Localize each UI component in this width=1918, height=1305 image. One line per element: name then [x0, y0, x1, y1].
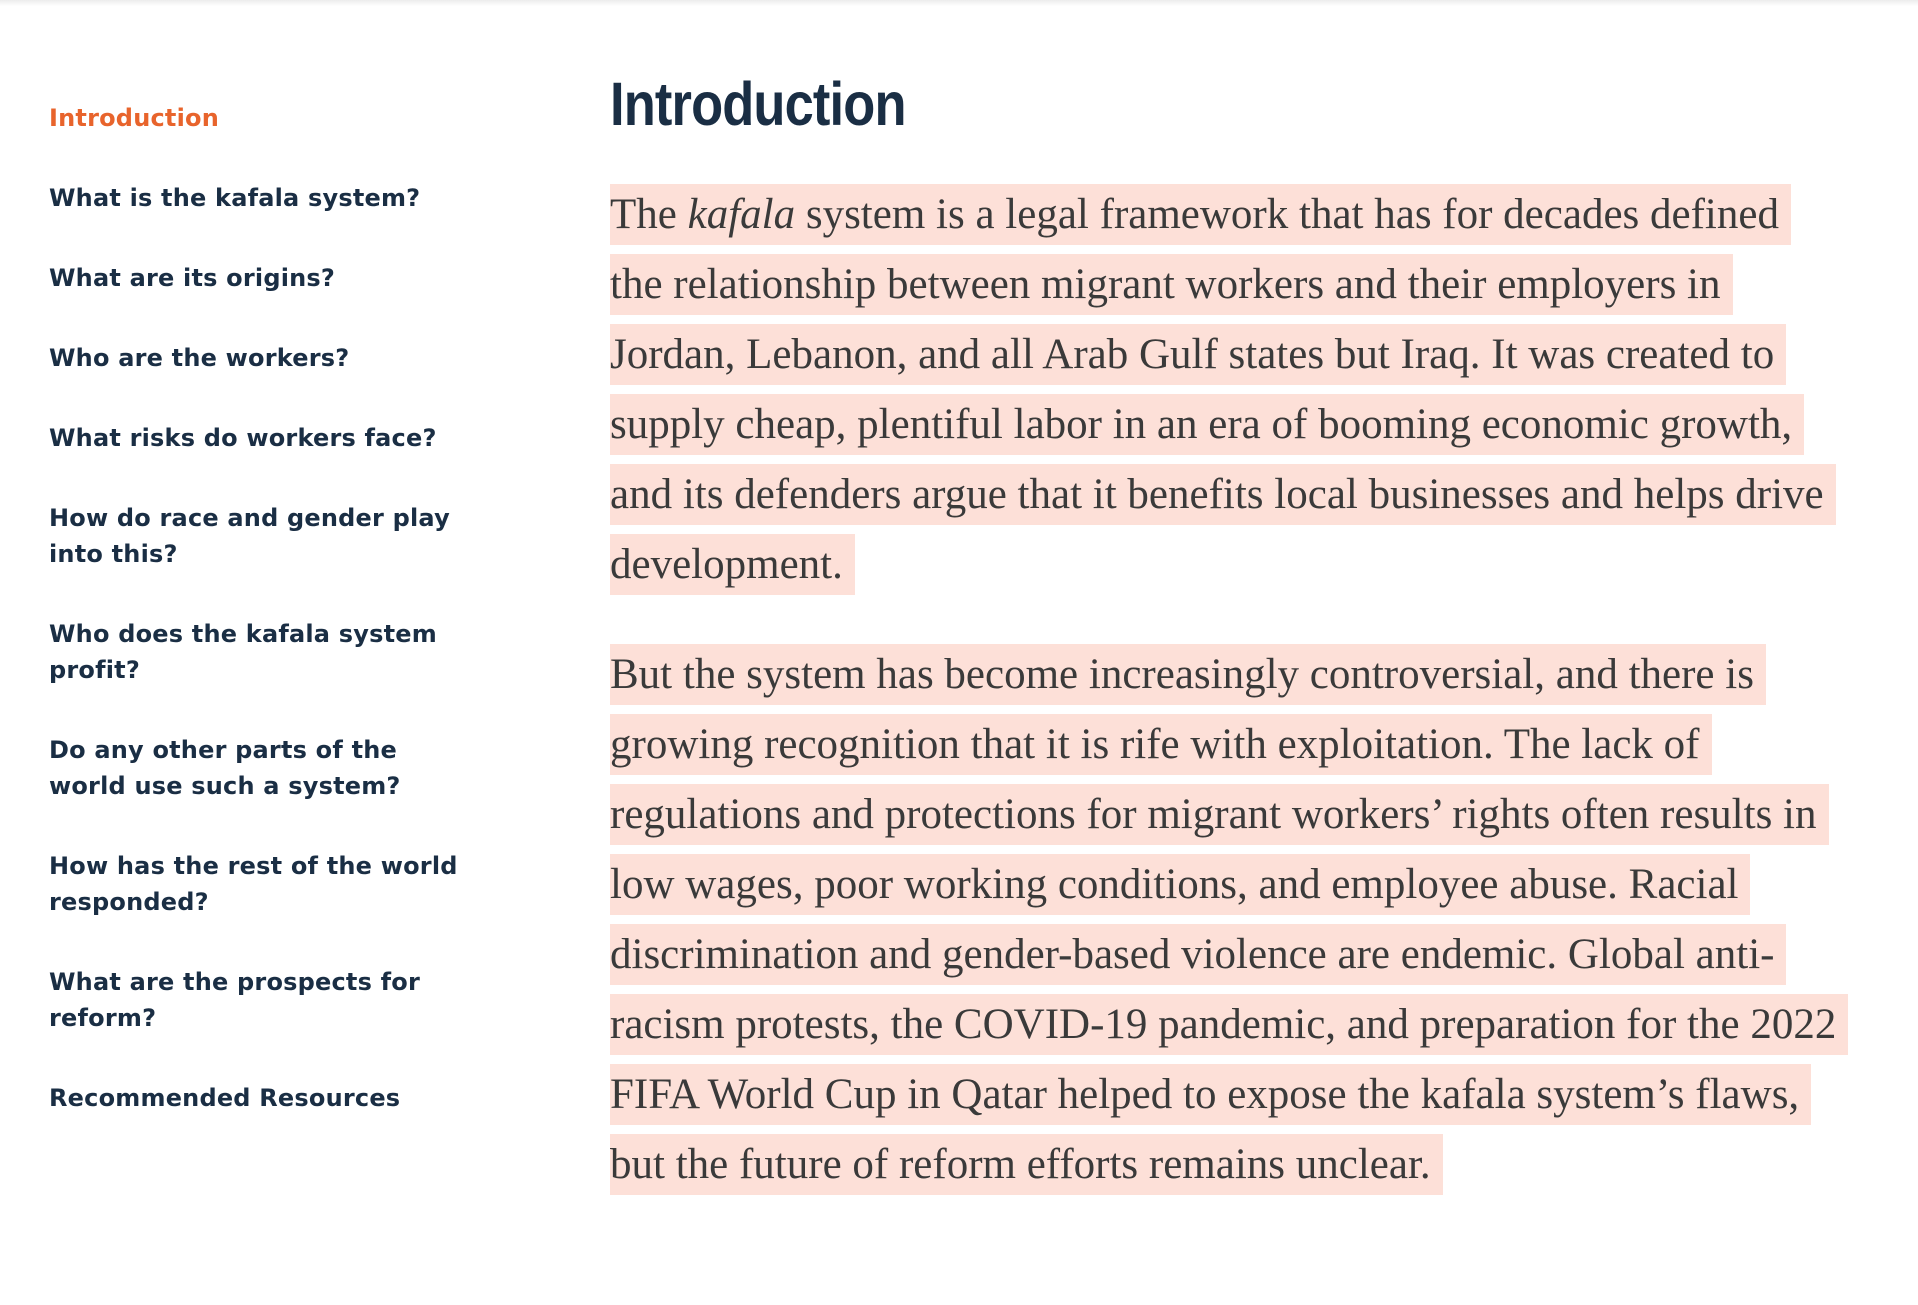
- toc-item-world-response[interactable]: How has the rest of the world responded?: [49, 852, 458, 916]
- highlighted-text: [610, 644, 1848, 1195]
- paragraph-text: system is a legal framework that has for decades defined the relationship between migrant workers and their employers in Jordan, Lebanon, and all Arab Gulf states but Iraq. It was created to supply cheap, plentiful labor in an era of booming economic growth, and its defenders argue that it benefits local businesses and helps drive development.: [610, 191, 1824, 588]
- toc-item-introduction[interactable]: Introduction: [49, 104, 219, 132]
- page-title: Introduction: [610, 70, 906, 138]
- table-of-contents: [49, 100, 469, 1160]
- toc-item-resources[interactable]: Recommended Resources: [49, 1084, 401, 1112]
- toc-item-race-gender[interactable]: How do race and gender play into this?: [49, 504, 450, 568]
- toc-item-profit[interactable]: Who does the kafala system profit?: [49, 620, 437, 684]
- italic-term: kafala: [687, 191, 796, 238]
- toc-item-other-parts[interactable]: Do any other parts of the world use such a system?: [49, 736, 401, 800]
- toc-item-workers[interactable]: Who are the workers?: [49, 344, 350, 372]
- article-paragraph-2: [610, 640, 1840, 1200]
- paragraph-text: The: [610, 191, 688, 238]
- highlighted-text: [610, 184, 1836, 595]
- toc-item-reform-prospects[interactable]: What are the prospects for reform?: [49, 968, 420, 1032]
- toc-item-what-is-kafala[interactable]: What is the kafala system?: [49, 184, 421, 212]
- paragraph-text: But the system has become increasingly controversial, and there is growing recognition that it is rife with exploitation. The lack of regulations and protections for migrant workers’ rights often results in low wages, poor working conditions, and employee abuse. Racial discrimination and gender-based violence are endemic. Global anti-racism protests, the COVID-19 pandemic, and preparation for the 2022 FIFA World Cup in Qatar helped to expose the kafala system’s flaws, but the future of reform efforts remains unclear.: [610, 651, 1837, 1188]
- top-edge-shadow: [0, 0, 1918, 6]
- toc-item-risks[interactable]: What risks do workers face?: [49, 424, 437, 452]
- toc-item-origins[interactable]: What are its origins?: [49, 264, 336, 292]
- article-main: [610, 64, 1850, 1200]
- article-paragraph-1: [610, 180, 1840, 600]
